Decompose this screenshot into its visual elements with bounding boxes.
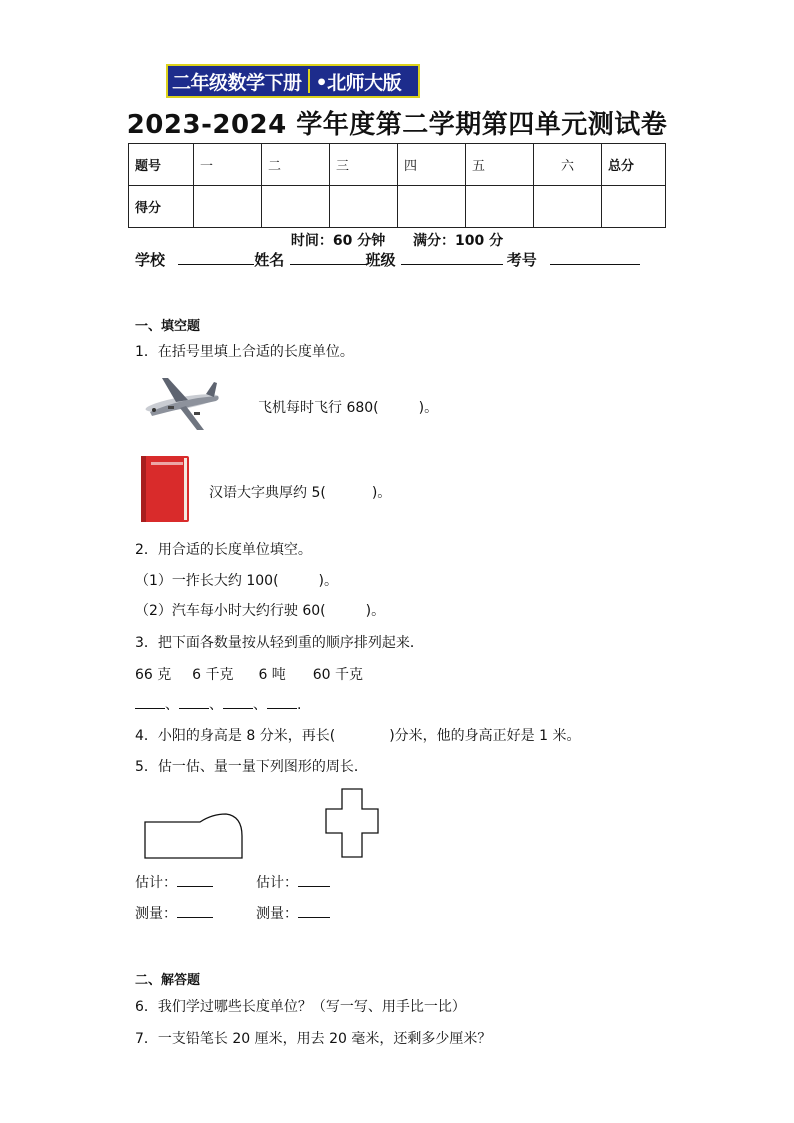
score-input-cell[interactable] <box>330 186 398 228</box>
score-cell-label: 题号 <box>129 144 194 186</box>
separator: 、 <box>165 697 179 713</box>
question-2b <box>135 600 385 620</box>
badge-divider <box>308 69 310 93</box>
time-score-line <box>0 230 794 250</box>
measure-left <box>135 903 213 923</box>
score-input-cell[interactable] <box>602 186 666 228</box>
score-cell-col5: 五 <box>466 144 534 186</box>
question-3-answer-line <box>135 694 301 714</box>
question-1a-end: )。 <box>418 400 439 416</box>
question-6: 6．我们学过哪些长度单位？（写一写、用手比一比） <box>135 999 466 1015</box>
airplane-icon <box>142 368 222 434</box>
score-table-score-row <box>129 186 666 228</box>
cross-shape-figure <box>324 787 380 859</box>
estimate-right <box>256 872 330 892</box>
score-input-cell[interactable] <box>194 186 262 228</box>
measure-field-left[interactable] <box>177 905 213 918</box>
badge-grade-label: 二年级数学下册 <box>172 71 302 94</box>
separator: 、 <box>209 697 223 713</box>
score-cell-col6: 六 <box>534 144 602 186</box>
time-limit: 时间：60 分钟 <box>290 233 386 249</box>
estimate-left <box>135 872 213 892</box>
score-cell-col4: 四 <box>398 144 466 186</box>
section-answer-title: 二、解答题 <box>135 973 201 988</box>
section-fill-in-title: 一、填空题 <box>135 319 201 334</box>
dictionary-book-icon <box>141 456 189 522</box>
estimate-field-left[interactable] <box>177 874 213 887</box>
exam-number-field[interactable] <box>550 250 640 265</box>
question-1b-text: 汉语大字典厚约 5( <box>209 485 326 501</box>
question-5: 5．估一估、量一量下列图形的周长． <box>135 759 368 775</box>
school-label: 学校 <box>135 251 166 269</box>
estimate-label: 估计： <box>135 875 177 891</box>
answer-blank-3[interactable] <box>179 696 209 709</box>
question-2a <box>135 570 338 590</box>
class-label: 班级 <box>365 251 396 269</box>
school-field[interactable] <box>178 250 254 265</box>
question-4 <box>135 725 580 745</box>
question-3: 3．把下面各数量按从轻到重的顺序排列起来． <box>135 635 424 651</box>
question-1a <box>258 397 438 417</box>
name-label: 姓名 <box>254 251 285 269</box>
score-input-cell[interactable] <box>534 186 602 228</box>
page-title: 2023-2024 学年度第二学期第四单元测试卷 <box>126 110 668 140</box>
badge-edition-label: •北师大版 <box>315 71 402 94</box>
score-input-cell[interactable] <box>466 186 534 228</box>
quantity-item: 66 克 <box>135 667 172 683</box>
separator: 、 <box>253 697 267 713</box>
question-1b-end: )。 <box>371 485 392 501</box>
question-1b <box>209 482 391 502</box>
measure-label: 测量： <box>135 906 177 922</box>
score-input-cell[interactable] <box>398 186 466 228</box>
quantity-item: 6 吨 <box>258 667 286 683</box>
question-1: 1．在括号里填上合适的长度单位。 <box>135 344 354 360</box>
question-2b-end: )。 <box>365 603 386 619</box>
measure-field-right[interactable] <box>298 905 330 918</box>
full-score: 满分：100 分 <box>413 233 504 249</box>
score-cell-score-label: 得分 <box>129 186 194 228</box>
score-table <box>128 143 666 228</box>
edition-badge <box>166 64 420 98</box>
quantity-item: 6 千克 <box>192 667 234 683</box>
question-7: 7．一支铅笔长 20 厘米，用去 20 毫米，还剩多少厘米？ <box>135 1031 492 1047</box>
rounded-shape-figure <box>140 812 246 860</box>
score-cell-total: 总分 <box>602 144 666 186</box>
score-table-header-row <box>129 144 666 186</box>
estimate-field-right[interactable] <box>298 874 330 887</box>
name-field[interactable] <box>290 250 366 265</box>
student-info-line <box>135 249 640 270</box>
question-2: 2．用合适的长度单位填空。 <box>135 542 312 558</box>
question-1a-text: 飞机每时飞行 680( <box>258 400 379 416</box>
question-2a-text: （1）一拃长大约 100( <box>135 573 279 589</box>
answer-blank-3[interactable] <box>223 696 253 709</box>
score-cell-col2: 二 <box>262 144 330 186</box>
measure-label: 测量： <box>256 906 298 922</box>
question-3-items <box>135 664 363 684</box>
question-2a-end: )。 <box>318 573 339 589</box>
score-cell-col3: 三 <box>330 144 398 186</box>
quantity-item: 60 千克 <box>312 667 363 683</box>
question-4-text-a: 4．小阳的身高是 8 分米，再长( <box>135 728 336 744</box>
answer-blank-3[interactable] <box>267 696 297 709</box>
score-cell-col1: 一 <box>194 144 262 186</box>
answer-end: . <box>297 697 302 713</box>
exam-number-label: 考号 <box>506 251 537 269</box>
answer-blank-3[interactable] <box>135 696 165 709</box>
measure-right <box>256 903 330 923</box>
score-input-cell[interactable] <box>262 186 330 228</box>
estimate-label: 估计： <box>256 875 298 891</box>
question-2b-text: （2）汽车每小时大约行驶 60( <box>135 603 326 619</box>
question-4-text-b: )分米，他的身高正好是 1 米。 <box>389 728 581 744</box>
class-field[interactable] <box>401 250 503 265</box>
